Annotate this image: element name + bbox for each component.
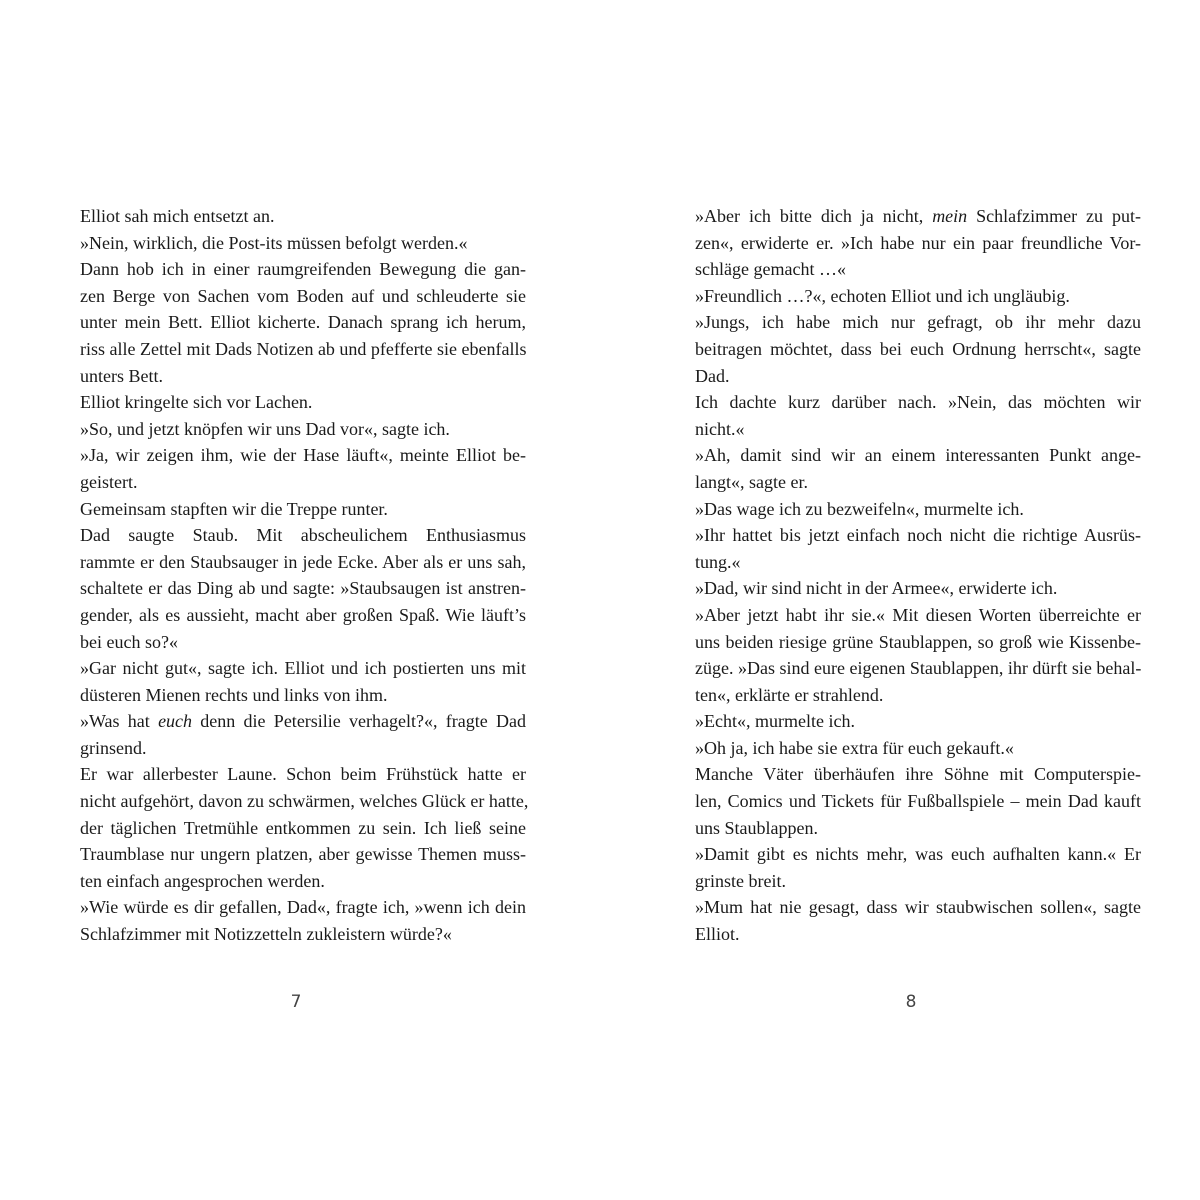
text-line: langt«, sagte er. (695, 471, 808, 492)
text-line: grinste breit. (695, 870, 786, 891)
text-line: riss alle Zettel mit Dads Notizen ab und pfefferte sie ebenfalls (80, 338, 527, 359)
text-line: »Wie würde es dir gefallen, Dad«, fragte ich, »wenn ich dein (80, 897, 526, 918)
text-line: »Das wage ich zu bezweifeln«, murmelte ich. (695, 498, 1024, 519)
page-number-left: 7 (290, 992, 302, 1012)
text-line: zen Berge von Sachen vom Boden auf und schleuderte sie (80, 285, 526, 306)
text-line: »Nein, wirklich, die Post-its müssen befolgt werden.« (80, 232, 468, 253)
text-line: len, Comics und Tickets für Fußballspiele – mein Dad kauft (695, 791, 1141, 812)
text-line: »Aber ich bitte dich ja nicht, mein Schlafzimmer zu put- (695, 206, 1142, 226)
text-line: »Oh ja, ich habe sie extra für euch gekauft.« (695, 737, 1014, 758)
text-line: Dad saugte Staub. Mit abscheulichem Enthusiasmus (80, 525, 526, 546)
emphasized-word: euch (158, 711, 193, 732)
text-line: züge. »Das sind eure eigenen Staublappen, ihr dürft sie behal- (695, 658, 1142, 679)
text-line: »Freundlich …?«, echoten Elliot und ich ungläubig. (695, 285, 1070, 306)
text-line: »So, und jetzt knöpfen wir uns Dad vor«, sagte ich. (80, 418, 450, 439)
text-line: »Mum hat nie gesagt, dass wir staubwischen sollen«, sagte (695, 897, 1141, 918)
text-line: »Was hat euch denn die Petersilie verhagelt?«, fragte Dad (80, 711, 526, 732)
text-line: »Ja, wir zeigen ihm, wie der Hase läuft«, meinte Elliot be- (80, 445, 526, 466)
text-line: Elliot sah mich entsetzt an. (80, 206, 275, 226)
text-line: gender, als es aussieht, macht aber großen Spaß. Wie läuft’s (80, 604, 526, 625)
text-line: ten einfach angesprochen werden. (80, 870, 325, 891)
text-line: bei euch so?« (80, 631, 178, 652)
text-line: Er war allerbester Laune. Schon beim Frühstück hatte er (80, 764, 526, 785)
text-line: »Aber jetzt habt ihr sie.« Mit diesen Worten überreichte er (695, 604, 1141, 625)
text-line: grinsend. (80, 737, 147, 758)
text-line: beitragen möchtet, dass bei euch Ordnung herrscht«, sagte (695, 338, 1141, 359)
text-line: der täglichen Tretmühle entkommen zu sein. Ich ließ seine (80, 817, 526, 838)
text-line: Elliot kringelte sich vor Lachen. (80, 392, 313, 413)
right-page-text (695, 203, 1141, 948)
text-line: Dad. (695, 365, 730, 386)
text-line: Schlafzimmer mit Notizzetteln zukleistern würde?« (80, 924, 452, 945)
text-line: schaltete er das Ding ab und sagte: »Staubsaugen ist anstren- (80, 578, 526, 599)
text-line: tung.« (695, 551, 741, 572)
text-line: Dann hob ich in einer raumgreifenden Bewegung die gan- (80, 259, 526, 280)
text-line: Traumblase nur ungern platzen, aber gewisse Themen muss- (80, 844, 526, 865)
text-line: Manche Väter überhäufen ihre Söhne mit Computerspie- (695, 764, 1141, 785)
text-line: nicht aufgehört, davon zu schwärmen, welches Glück er hatte, (80, 791, 529, 812)
text-line: »Jungs, ich habe mich nur gefragt, ob ihr mehr dazu (695, 312, 1141, 333)
left-page-text (80, 203, 529, 948)
text-line: uns Staublappen. (695, 817, 818, 838)
text-line: nicht.« (695, 418, 745, 439)
text-line: »Echt«, murmelte ich. (695, 711, 855, 732)
text-line: zen«, erwiderte er. »Ich habe nur ein paar freundliche Vor- (695, 232, 1141, 253)
text-line: unter mein Bett. Elliot kicherte. Danach sprang ich herum, (80, 312, 526, 333)
text-line: düsteren Mienen rechts und links von ihm. (80, 684, 388, 705)
page-number-right: 8 (905, 992, 917, 1012)
text-line: »Gar nicht gut«, sagte ich. Elliot und ich postierten uns mit (80, 658, 526, 679)
text-line: Elliot. (695, 924, 740, 945)
text-line: schläge gemacht …« (695, 259, 846, 280)
text-line: »Ah, damit sind wir an einem interessanten Punkt ange- (695, 445, 1141, 466)
text-line: geistert. (80, 471, 138, 492)
text-line: »Ihr hattet bis jetzt einfach noch nicht die richtige Ausrüs- (695, 525, 1141, 546)
text-line: »Dad, wir sind nicht in der Armee«, erwiderte ich. (695, 578, 1058, 599)
emphasized-word: mein (932, 206, 968, 226)
text-line: rammte er den Staubsauger in jede Ecke. Aber als er uns sah, (80, 551, 526, 572)
text-line: »Damit gibt es nichts mehr, was euch aufhalten kann.« Er (695, 844, 1141, 865)
text-line: Gemeinsam stapften wir die Treppe runter. (80, 498, 388, 519)
text-line: unters Bett. (80, 365, 163, 386)
text-line: uns beiden riesige grüne Staublappen, so groß wie Kissenbe- (695, 631, 1141, 652)
text-line: ten«, erklärte er strahlend. (695, 684, 884, 705)
text-line: Ich dachte kurz darüber nach. »Nein, das möchten wir (695, 392, 1141, 413)
